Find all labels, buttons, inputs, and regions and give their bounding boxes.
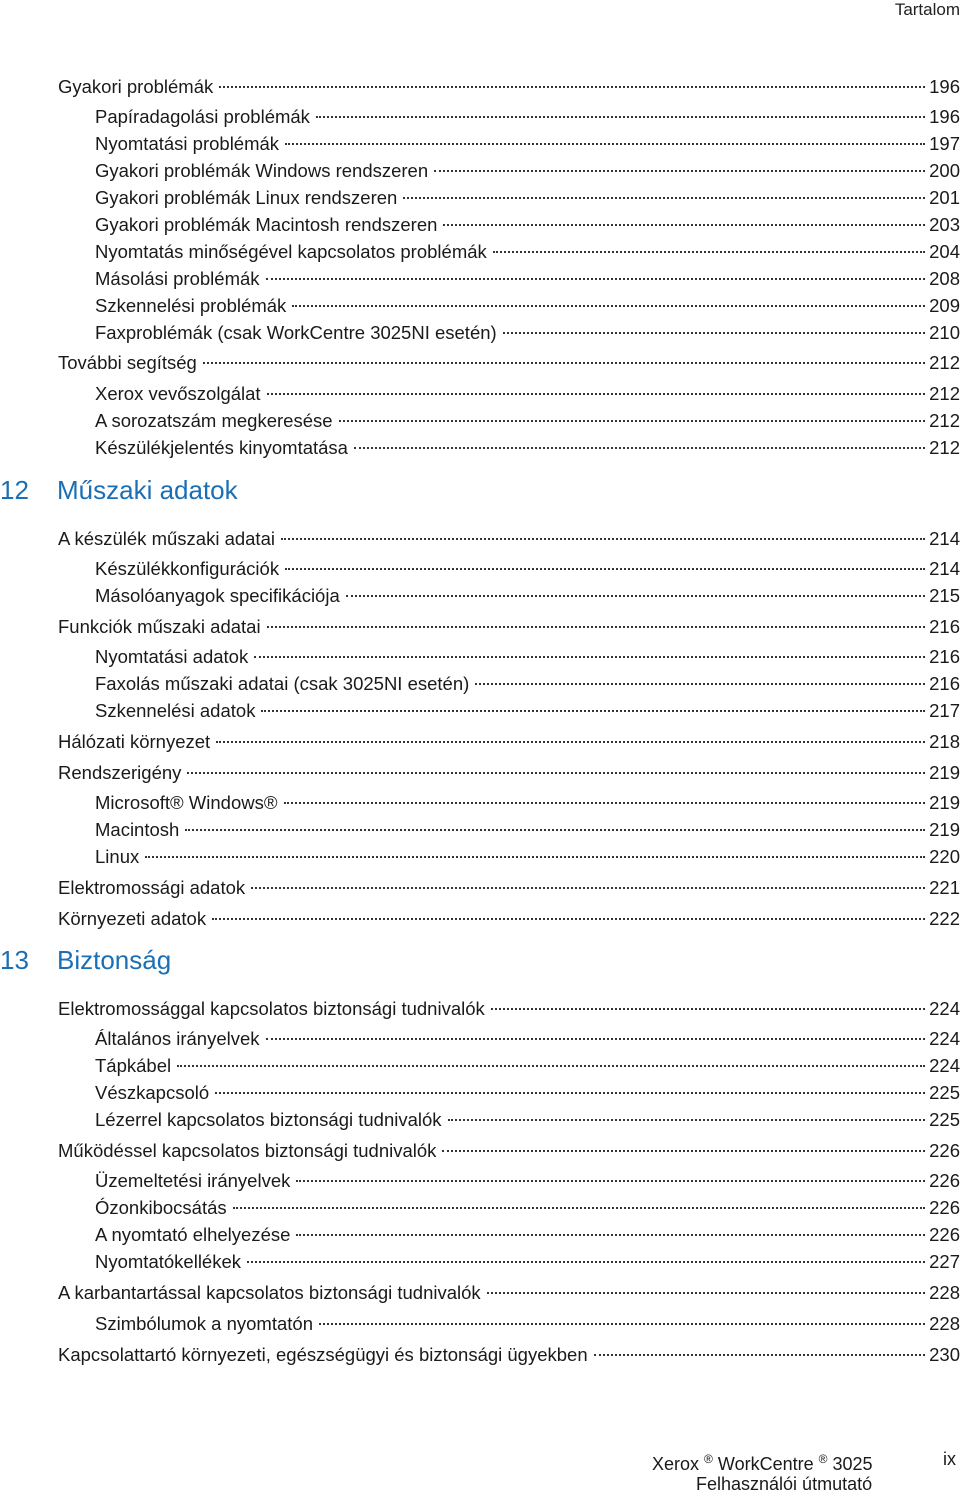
toc-entry-title: Lézerrel kapcsolatos biztonsági tudnivalók bbox=[95, 1108, 442, 1130]
toc-subentry[interactable] bbox=[95, 842, 960, 866]
toc-entry-title: Szimbólumok a nyomtatón bbox=[95, 1312, 313, 1334]
toc-page-number: 225 bbox=[929, 1108, 960, 1130]
toc-entry-title: Elektromossági adatok bbox=[58, 876, 246, 898]
toc-entry-title: A karbantartással kapcsolatos biztonsági tudnivalók bbox=[58, 1281, 481, 1303]
dot-leader bbox=[346, 576, 925, 597]
toc-subentry[interactable] bbox=[95, 433, 960, 457]
toc-entry-title: Másolóanyagok specifikációja bbox=[95, 584, 340, 606]
toc-subentry[interactable] bbox=[95, 815, 960, 839]
dot-leader bbox=[284, 783, 926, 804]
toc-entry[interactable] bbox=[58, 904, 960, 928]
toc-entry-title: Elektromossággal kapcsolatos biztonsági tudnivalók bbox=[58, 997, 485, 1019]
toc-page-number: 203 bbox=[929, 213, 960, 235]
toc-subentry[interactable] bbox=[95, 788, 960, 812]
toc-page-number: 221 bbox=[929, 876, 960, 898]
dot-leader bbox=[487, 1273, 925, 1294]
dot-leader bbox=[219, 67, 925, 88]
toc-page-number: 217 bbox=[929, 699, 960, 721]
toc-page-number: 226 bbox=[929, 1139, 960, 1161]
toc-page-number: 226 bbox=[929, 1196, 960, 1218]
dot-leader bbox=[203, 343, 925, 364]
toc-entry-title: Funkciók műszaki adatai bbox=[58, 615, 261, 637]
toc-page-number: 212 bbox=[929, 351, 960, 373]
chapter-heading[interactable] bbox=[0, 943, 171, 977]
toc-page-number: 208 bbox=[929, 267, 960, 289]
dot-leader bbox=[448, 1100, 926, 1121]
toc-page-number: 212 bbox=[929, 436, 960, 458]
toc-entry-title: Általános irányelvek bbox=[95, 1027, 260, 1049]
toc-subentry[interactable] bbox=[95, 156, 960, 180]
dot-leader bbox=[254, 637, 925, 658]
toc-page-number: 230 bbox=[929, 1343, 960, 1365]
toc-entry-title: A nyomtató elhelyezése bbox=[95, 1223, 291, 1245]
dot-leader bbox=[493, 232, 925, 253]
toc-page-number: 218 bbox=[929, 730, 960, 752]
toc-entry-title: Szkennelési adatok bbox=[95, 699, 256, 721]
toc-entry-title: Készülékjelentés kinyomtatása bbox=[95, 436, 348, 458]
toc-entry[interactable] bbox=[58, 1340, 960, 1364]
toc-subentry[interactable] bbox=[95, 210, 960, 234]
dot-leader bbox=[354, 428, 925, 449]
toc-page-number: 219 bbox=[929, 761, 960, 783]
toc-subentry[interactable] bbox=[95, 237, 960, 261]
toc-entry-title: Készülékkonfigurációk bbox=[95, 557, 280, 579]
toc-entry-title: Macintosh bbox=[95, 818, 180, 840]
chapter-title: Műszaki adatok bbox=[57, 475, 238, 505]
dot-leader bbox=[491, 989, 925, 1010]
toc-entry-title: Nyomtatási adatok bbox=[95, 645, 249, 667]
toc-page-number: 212 bbox=[929, 409, 960, 431]
toc-entry-title: Nyomtatás minőségével kapcsolatos problémák bbox=[95, 240, 487, 262]
toc-entry[interactable] bbox=[58, 727, 960, 751]
toc-entry-title: A készülék műszaki adatai bbox=[58, 527, 275, 549]
dot-leader bbox=[285, 124, 925, 145]
toc-entry-title: Környezeti adatok bbox=[58, 907, 207, 929]
dot-leader bbox=[594, 1335, 925, 1356]
toc-subentry[interactable] bbox=[95, 129, 960, 153]
toc-page-number: 219 bbox=[929, 818, 960, 840]
dot-leader bbox=[503, 313, 925, 334]
toc-subentry[interactable] bbox=[95, 379, 960, 403]
dot-leader bbox=[187, 753, 925, 774]
dot-leader bbox=[281, 519, 925, 540]
toc-page-number: 224 bbox=[929, 997, 960, 1019]
dot-leader bbox=[296, 1161, 925, 1182]
brand-name: Xerox bbox=[652, 1454, 700, 1474]
toc-page-number: 222 bbox=[929, 907, 960, 929]
toc-page-number: 228 bbox=[929, 1281, 960, 1303]
toc-subentry[interactable] bbox=[95, 1105, 960, 1129]
toc-entry-title: További segítség bbox=[58, 351, 197, 373]
toc-page-number: 214 bbox=[929, 557, 960, 579]
toc-entry[interactable] bbox=[58, 524, 960, 548]
toc-subentry[interactable] bbox=[95, 264, 960, 288]
toc-page-number: 227 bbox=[929, 1250, 960, 1272]
dot-leader bbox=[285, 549, 925, 570]
chapter-title: Biztonság bbox=[57, 945, 172, 975]
toc-entry-title: Papíradagolási problémák bbox=[95, 105, 310, 127]
toc-subentry[interactable] bbox=[95, 1078, 960, 1102]
toc-subentry[interactable] bbox=[95, 1247, 960, 1271]
dot-leader bbox=[233, 1188, 926, 1209]
toc-subentry[interactable] bbox=[95, 669, 960, 693]
toc-page-number: 209 bbox=[929, 294, 960, 316]
product-name: WorkCentre bbox=[717, 1454, 814, 1474]
toc-page-number: 196 bbox=[929, 105, 960, 127]
toc-entry-title: Linux bbox=[95, 845, 140, 867]
toc-subentry[interactable] bbox=[95, 102, 960, 126]
toc-subentry[interactable] bbox=[95, 1309, 960, 1333]
dot-leader bbox=[185, 810, 925, 831]
dot-leader bbox=[212, 899, 925, 920]
toc-subentry[interactable] bbox=[95, 1193, 960, 1217]
toc-entry-title: Gyakori problémák Linux rendszeren bbox=[95, 186, 398, 208]
toc-page-number: 226 bbox=[929, 1223, 960, 1245]
dot-leader bbox=[267, 607, 926, 628]
toc-entry[interactable] bbox=[58, 348, 960, 372]
dot-leader bbox=[292, 286, 925, 307]
toc-entry[interactable] bbox=[58, 994, 960, 1018]
toc-entry-title: Nyomtatókellékek bbox=[95, 1250, 242, 1272]
dot-leader bbox=[296, 1215, 925, 1236]
toc-entry-title: Ózonkibocsátás bbox=[95, 1196, 227, 1218]
toc-page-number: 224 bbox=[929, 1027, 960, 1049]
toc-page-number: 210 bbox=[929, 321, 960, 343]
toc-page-number: 219 bbox=[929, 791, 960, 813]
footer-document-title: Felhasználói útmutató bbox=[696, 1474, 873, 1494]
toc-entry-title: Nyomtatási problémák bbox=[95, 132, 280, 154]
toc-entry-title: Vészkapcsoló bbox=[95, 1081, 210, 1103]
section-header: Tartalom bbox=[894, 0, 960, 19]
dot-leader bbox=[267, 374, 926, 395]
dot-leader bbox=[247, 1242, 925, 1263]
toc-entry[interactable] bbox=[58, 873, 960, 897]
toc-entry[interactable] bbox=[58, 72, 960, 96]
registered-mark: ® bbox=[704, 1452, 713, 1466]
toc-subentry[interactable] bbox=[95, 183, 960, 207]
toc-page-number: 214 bbox=[929, 527, 960, 549]
registered-mark: ® bbox=[818, 1452, 828, 1466]
toc-page-number: 226 bbox=[929, 1169, 960, 1191]
toc-entry-title: A sorozatszám megkeresése bbox=[95, 409, 333, 431]
dot-leader bbox=[266, 1019, 926, 1040]
toc-subentry[interactable] bbox=[95, 291, 960, 315]
toc-page-number: 216 bbox=[929, 645, 960, 667]
toc-subentry[interactable] bbox=[95, 1051, 960, 1075]
toc-entry-title: Faxproblémák (csak WorkCentre 3025NI esetén) bbox=[95, 321, 497, 343]
dot-leader bbox=[475, 664, 925, 685]
toc-entry-title: Tápkábel bbox=[95, 1054, 172, 1076]
toc-page-number: 204 bbox=[929, 240, 960, 262]
toc-page-number: 201 bbox=[929, 186, 960, 208]
toc-page-number: 196 bbox=[929, 75, 960, 97]
toc-entry-title: Másolási problémák bbox=[95, 267, 260, 289]
toc-entry[interactable] bbox=[58, 612, 960, 636]
toc-subentry[interactable] bbox=[95, 1166, 960, 1190]
toc-entry[interactable] bbox=[58, 758, 960, 782]
model-number: 3025 bbox=[832, 1454, 873, 1474]
dot-leader bbox=[145, 837, 925, 858]
toc-entry-title: Működéssel kapcsolatos biztonsági tudnivalók bbox=[58, 1139, 437, 1161]
chapter-number: 12 bbox=[0, 475, 29, 505]
toc-entry-title: Kapcsolattartó környezeti, egészségügyi és biztonsági ügyekben bbox=[58, 1343, 588, 1365]
chapter-number: 13 bbox=[0, 945, 29, 975]
toc-page-number: 224 bbox=[929, 1054, 960, 1076]
toc-page-number: 216 bbox=[929, 615, 960, 637]
chapter-heading[interactable] bbox=[0, 473, 238, 507]
toc-entry-title: Gyakori problémák Macintosh rendszeren bbox=[95, 213, 438, 235]
toc-subentry[interactable] bbox=[95, 406, 960, 430]
dot-leader bbox=[434, 151, 925, 172]
dot-leader bbox=[216, 722, 925, 743]
dot-leader bbox=[319, 1304, 925, 1325]
toc-entry-title: Gyakori problémák bbox=[58, 75, 214, 97]
dot-leader bbox=[261, 691, 925, 712]
toc-entry-title: Faxolás műszaki adatai (csak 3025NI esetén) bbox=[95, 672, 470, 694]
toc-page-number: 228 bbox=[929, 1312, 960, 1334]
toc-subentry[interactable] bbox=[95, 1220, 960, 1244]
dot-leader bbox=[316, 97, 925, 118]
toc-page-number: 216 bbox=[929, 672, 960, 694]
toc-subentry[interactable] bbox=[95, 581, 960, 605]
dot-leader bbox=[403, 178, 925, 199]
toc-page-number: 220 bbox=[929, 845, 960, 867]
dot-leader bbox=[177, 1046, 925, 1067]
toc-page-number: 225 bbox=[929, 1081, 960, 1103]
toc-page-number: 212 bbox=[929, 382, 960, 404]
toc-subentry[interactable] bbox=[95, 318, 960, 342]
toc-entry-title: Gyakori problémák Windows rendszeren bbox=[95, 159, 429, 181]
dot-leader bbox=[442, 1131, 925, 1152]
dot-leader bbox=[251, 868, 925, 889]
dot-leader bbox=[215, 1073, 925, 1094]
toc-entry-title: Microsoft® Windows® bbox=[95, 791, 278, 813]
footer-page-number: ix bbox=[943, 1449, 956, 1469]
toc-entry-title: Szkennelési problémák bbox=[95, 294, 287, 316]
toc-subentry[interactable] bbox=[95, 1024, 960, 1048]
toc-entry-title: Üzemeltetési irányelvek bbox=[95, 1169, 291, 1191]
toc-subentry[interactable] bbox=[95, 696, 960, 720]
dot-leader bbox=[443, 205, 925, 226]
toc-subentry[interactable] bbox=[95, 554, 960, 578]
toc-entry-title: Hálózati környezet bbox=[58, 730, 211, 752]
toc-entry[interactable] bbox=[58, 1278, 960, 1302]
dot-leader bbox=[339, 401, 926, 422]
toc-page-number: 197 bbox=[929, 132, 960, 154]
toc-entry-title: Xerox vevőszolgálat bbox=[95, 382, 261, 404]
toc-entry[interactable] bbox=[58, 1136, 960, 1160]
toc-subentry[interactable] bbox=[95, 642, 960, 666]
toc-page-number: 200 bbox=[929, 159, 960, 181]
toc-entry-title: Rendszerigény bbox=[58, 761, 182, 783]
dot-leader bbox=[266, 259, 926, 280]
toc-page-number: 215 bbox=[929, 584, 960, 606]
